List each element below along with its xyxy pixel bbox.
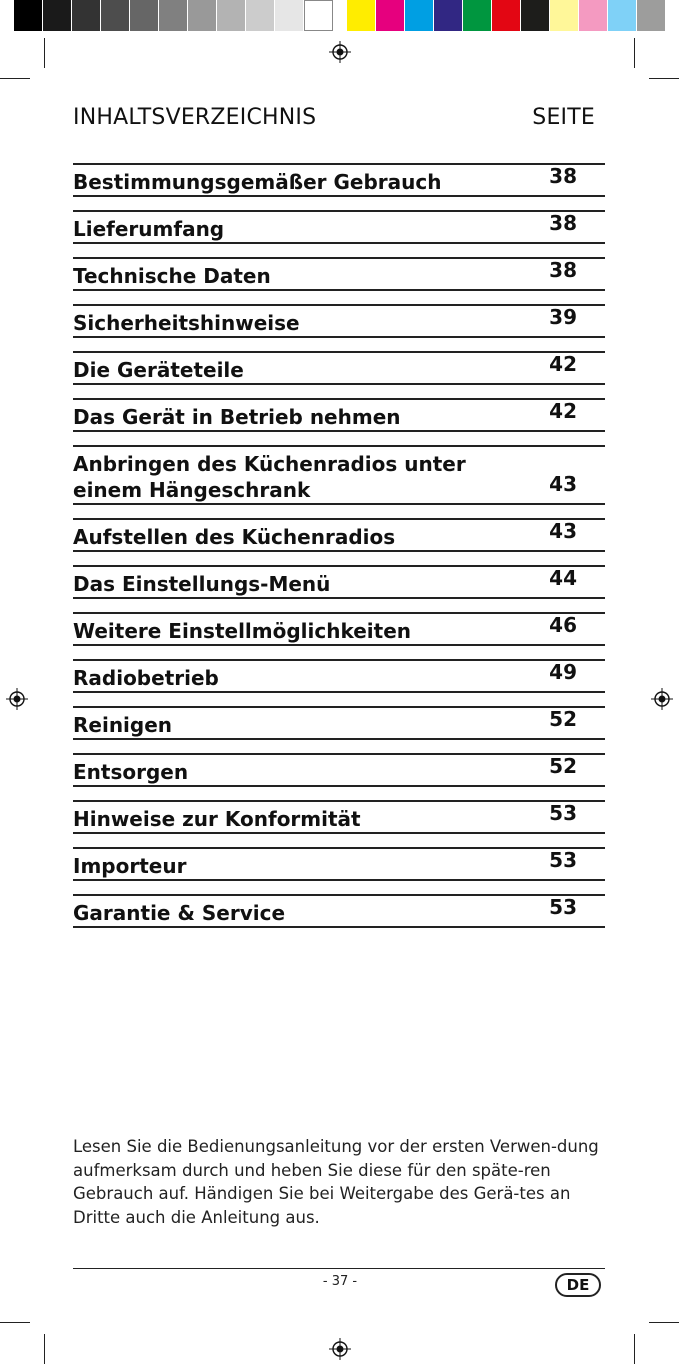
gray-swatch-2 xyxy=(72,0,101,31)
toc-entry-underline xyxy=(73,336,605,338)
toc-entry[interactable] xyxy=(73,445,605,505)
toc-entry-title[interactable]: Radiobetrieb xyxy=(73,666,219,690)
toc-entry[interactable] xyxy=(73,800,605,834)
toc-entry[interactable] xyxy=(73,894,605,928)
toc-entry-underline xyxy=(73,195,605,197)
toc-entry-page: 42 xyxy=(549,352,577,376)
color-swatch-7 xyxy=(550,0,579,31)
toc-entry-title[interactable]: Aufstellen des Küchenradios xyxy=(73,525,396,549)
toc-entry[interactable] xyxy=(73,847,605,881)
color-swatch-2 xyxy=(405,0,434,31)
crop-mark-tr-v xyxy=(634,38,635,68)
registration-mark-right-icon xyxy=(651,688,673,710)
toc-heading: INHALTSVERZEICHNIS xyxy=(73,105,317,130)
toc-entry-title[interactable]: Bestimmungsgemäßer Gebrauch xyxy=(73,170,442,194)
color-calibration-bar xyxy=(14,0,666,31)
crop-mark-bl-h xyxy=(0,1322,30,1323)
color-swatch-9 xyxy=(608,0,637,31)
toc-entry-title[interactable]: Sicherheitshinweise xyxy=(73,311,300,335)
toc-entry-underline xyxy=(73,738,605,740)
intro-paragraph: Lesen Sie die Bedienungsanleitung vor der ersten Verwen-dung aufmerksam durch und heben Sie diese für den späte-ren Gebrauch auf. Händigen Sie bei Weitergabe des Gerä-tes an Dritte auch die Anleitung aus. xyxy=(73,1137,599,1227)
toc-header xyxy=(73,105,595,130)
toc-entry[interactable] xyxy=(73,659,605,693)
toc-entry-page: 53 xyxy=(549,801,577,825)
toc-entry[interactable] xyxy=(73,753,605,787)
gray-swatch-1 xyxy=(43,0,72,31)
toc-entry-title[interactable]: Die Geräteteile xyxy=(73,358,244,382)
toc-entry-underline xyxy=(73,691,605,693)
table-of-contents xyxy=(73,163,605,941)
toc-entry-underline xyxy=(73,430,605,432)
toc-entry-page: 49 xyxy=(549,660,577,684)
toc-entry[interactable] xyxy=(73,210,605,244)
toc-entry[interactable] xyxy=(73,565,605,599)
toc-entry-title[interactable]: Das Einstellungs-Menü xyxy=(73,572,331,596)
crop-mark-br-v xyxy=(634,1334,635,1364)
toc-entry-page: 39 xyxy=(549,305,577,329)
registration-mark-left-icon xyxy=(6,688,28,710)
crop-mark-tr-h xyxy=(649,78,679,79)
gray-swatch-0 xyxy=(14,0,43,31)
color-swatch-1 xyxy=(376,0,405,31)
toc-entry-underline xyxy=(73,383,605,385)
gray-swatch-7 xyxy=(217,0,246,31)
toc-entry[interactable] xyxy=(73,518,605,552)
toc-entry-page: 53 xyxy=(549,848,577,872)
toc-entry-page: 42 xyxy=(549,399,577,423)
gray-swatch-5 xyxy=(159,0,188,31)
color-swatch-3 xyxy=(434,0,463,31)
toc-entry-page: 46 xyxy=(549,613,577,637)
toc-entry-underline xyxy=(73,503,605,505)
toc-entry-page: 52 xyxy=(549,754,577,778)
toc-entry-page: 53 xyxy=(549,895,577,919)
toc-entry-page: 38 xyxy=(549,258,577,282)
toc-entry[interactable] xyxy=(73,304,605,338)
toc-entry-underline xyxy=(73,879,605,881)
toc-entry-title[interactable]: Reinigen xyxy=(73,713,173,737)
toc-entry-page: 44 xyxy=(549,566,577,590)
toc-entry-title[interactable]: Entsorgen xyxy=(73,760,189,784)
gray-swatch-6 xyxy=(188,0,217,31)
toc-entry-page: 43 xyxy=(549,472,577,496)
toc-entry[interactable] xyxy=(73,398,605,432)
toc-entry[interactable] xyxy=(73,257,605,291)
gray-swatch-3 xyxy=(101,0,130,31)
toc-entry-title[interactable]: Hinweise zur Konformität xyxy=(73,807,361,831)
toc-entry[interactable] xyxy=(73,351,605,385)
toc-entry-underline xyxy=(73,832,605,834)
toc-entry-title[interactable]: Lieferumfang xyxy=(73,217,225,241)
toc-entry-underline xyxy=(73,597,605,599)
toc-entry-title[interactable]: Das Gerät in Betrieb nehmen xyxy=(73,405,401,429)
toc-entry[interactable] xyxy=(73,706,605,740)
toc-entry-page: 52 xyxy=(549,707,577,731)
toc-entry-title[interactable]: Weitere Einstellmöglichkeiten xyxy=(73,619,412,643)
gray-swatch-4 xyxy=(130,0,159,31)
footer-rule xyxy=(73,1268,605,1269)
crop-mark-tl-v xyxy=(44,38,45,68)
page-number: - 37 - xyxy=(322,1274,358,1289)
toc-entry[interactable] xyxy=(73,163,605,197)
toc-entry-page: 43 xyxy=(549,519,577,543)
color-swatch-10 xyxy=(637,0,666,31)
gray-swatch-10 xyxy=(304,0,333,31)
swatch-gap xyxy=(333,0,347,31)
color-swatch-0 xyxy=(347,0,376,31)
color-swatch-6 xyxy=(521,0,550,31)
color-swatch-4 xyxy=(463,0,492,31)
toc-entry-underline xyxy=(73,242,605,244)
toc-entry[interactable] xyxy=(73,612,605,646)
toc-entry-title[interactable]: Anbringen des Küchenradios unter einem Hängeschrank xyxy=(73,452,466,502)
registration-mark-top-icon xyxy=(329,41,351,63)
toc-entry-underline xyxy=(73,550,605,552)
toc-entry-title[interactable]: Importeur xyxy=(73,854,187,878)
color-swatch-8 xyxy=(579,0,608,31)
toc-entry-title[interactable]: Technische Daten xyxy=(73,264,271,288)
toc-entry-page: 38 xyxy=(549,164,577,188)
toc-entry-page: 38 xyxy=(549,211,577,235)
toc-entry-underline xyxy=(73,644,605,646)
toc-entry-underline xyxy=(73,926,605,928)
toc-entry-underline xyxy=(73,785,605,787)
crop-mark-bl-v xyxy=(44,1334,45,1364)
crop-mark-tl-h xyxy=(0,78,30,79)
color-swatch-5 xyxy=(492,0,521,31)
language-badge: DE xyxy=(555,1273,601,1297)
toc-entry-title[interactable]: Garantie & Service xyxy=(73,901,286,925)
page-column-heading: SEITE xyxy=(532,105,595,130)
gray-swatch-8 xyxy=(246,0,275,31)
toc-entry-underline xyxy=(73,289,605,291)
gray-swatch-9 xyxy=(275,0,304,31)
registration-mark-bottom-icon xyxy=(329,1338,351,1360)
crop-mark-br-h xyxy=(649,1322,679,1323)
